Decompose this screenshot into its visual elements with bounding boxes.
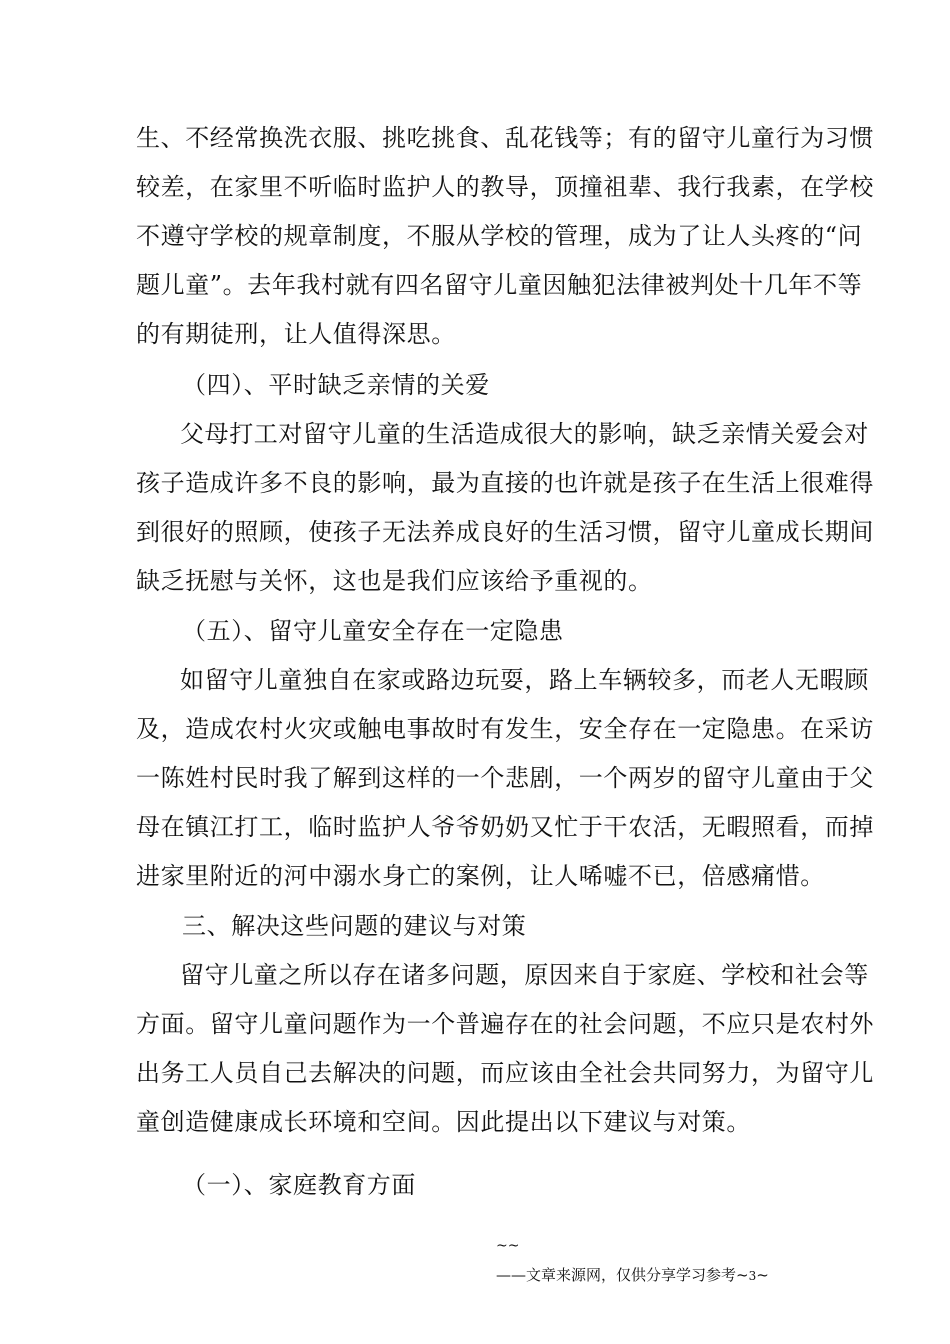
footer-tilde-left: ~ — [736, 1266, 749, 1284]
footer-mark: ~~ — [496, 1238, 520, 1254]
text-line: 留守儿童之所以存在诸多问题，原因来自于家庭、学校和社会等 — [180, 961, 869, 989]
text-line: 较差，在家里不听临时监护人的教导，顶撞祖辈、我行我素，在学校 — [136, 173, 874, 201]
text-line: 方面。留守儿童问题作为一个普遍存在的社会问题，不应只是农村外 — [136, 1010, 874, 1038]
page-number: 3 — [748, 1269, 757, 1283]
text-line: 如留守儿童独自在家或路边玩耍，路上车辆较多，而老人无暇顾 — [180, 666, 869, 694]
paragraph-suggestions — [136, 951, 874, 1147]
footer — [496, 1266, 769, 1285]
text-line: 一陈姓村民时我了解到这样的一个悲剧，一个两岁的留守儿童由于父 — [136, 764, 874, 792]
section-heading-one: （一）、家庭教育方面 — [182, 1171, 416, 1199]
text-line: 母在镇江打工，临时监护人爷爷奶奶又忙于干农活，无暇照看，而掉 — [136, 813, 874, 841]
text-line: 父母打工对留守儿童的生活造成很大的影响，缺乏亲情关爱会对 — [180, 420, 869, 448]
footer-tilde-right: ~ — [756, 1266, 769, 1284]
paragraph-family-care — [136, 410, 874, 606]
text-line: 及，造成农村火灾或触电事故时有发生，安全存在一定隐患。在采访 — [136, 715, 874, 743]
text-line: 到很好的照顾，使孩子无法养成良好的生活习惯，留守儿童成长期间 — [136, 518, 874, 546]
text-line: 进家里附近的河中溺水身亡的案例，让人唏嘘不已，倍感痛惜。 — [136, 862, 825, 890]
text-line: 的有期徒刑，让人值得深思。 — [136, 320, 456, 348]
text-line: 童创造健康成长环境和空间。因此提出以下建议与对策。 — [136, 1108, 751, 1136]
text-line: 生、不经常换洗衣服、挑吃挑食、乱花钱等；有的留守儿童行为习惯 — [136, 124, 874, 152]
section-heading-five: （五）、留守儿童安全存在一定隐患 — [182, 617, 564, 645]
paragraph-safety — [136, 656, 874, 901]
text-line: 题儿童”。去年我村就有四名留守儿童因触犯法律被判处十几年不等 — [136, 271, 863, 299]
text-line: 不遵守学校的规章制度，不服从学校的管理，成为了让人头疼的“问 — [136, 222, 863, 250]
section-heading-three: 三、解决这些问题的建议与对策 — [182, 912, 527, 940]
text-line: 出务工人员自己去解决的问题，而应该由全社会共同努力，为留守儿 — [136, 1059, 874, 1087]
section-heading-four: （四）、平时缺乏亲情的关爱 — [182, 371, 490, 399]
text-line: 缺乏抚慰与关怀，这也是我们应该给予重视的。 — [136, 567, 653, 595]
paragraph-continuation — [136, 114, 874, 359]
text-line: 孩子造成许多不良的影响，最为直接的也许就是孩子在生活上很难得 — [136, 469, 874, 497]
footer-source-text: ——文章来源网，仅供分享学习参考 — [496, 1266, 737, 1284]
